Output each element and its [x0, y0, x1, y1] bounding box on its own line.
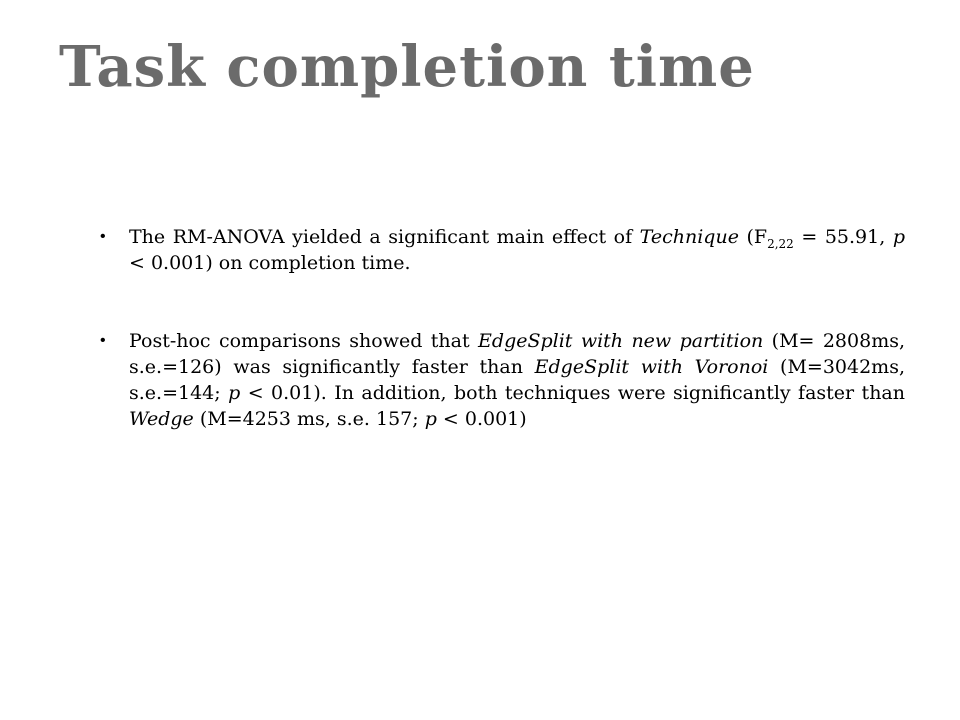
- bullet-text-italic: Wedge: [129, 408, 194, 430]
- bullet-text-italic: EdgeSplit with Voronoi: [534, 356, 769, 378]
- bullet-text-segment: (M=3042ms, s.e.=144;: [129, 356, 905, 404]
- bullet-text-segment: < 0.001): [436, 408, 527, 430]
- bullet-text-segment: The RM-ANOVA yielded a significant main effect of: [129, 226, 640, 248]
- bullet-text-segment: (M=4253 ms, s.e. 157;: [193, 408, 425, 430]
- bullet-anova-result: [100, 224, 905, 276]
- bullet-posthoc-comparisons: [100, 328, 905, 432]
- bullet-text-segment: < 0.001) on completion time.: [129, 252, 411, 274]
- bullet-text-italic: p: [424, 408, 437, 430]
- slide-title: Task completion time: [59, 34, 755, 100]
- bullet-marker: •: [100, 228, 106, 245]
- bullet-text-segment: (F: [738, 226, 768, 248]
- slide-body: [100, 224, 905, 484]
- bullet-text-italic: EdgeSplit with new partition: [478, 330, 764, 352]
- bullet-marker: •: [100, 332, 106, 349]
- bullet-text-segment: = 55.91,: [793, 226, 893, 248]
- bullet-text-segment: Post-hoc comparisons showed that: [129, 330, 479, 352]
- bullet-text-italic: p: [892, 226, 905, 248]
- bullet-text-segment: (M= 2808ms, s.e.=126) was significantly faster than: [129, 330, 906, 378]
- bullet-text-italic: Technique: [639, 226, 739, 248]
- bullet-text-segment: < 0.01). In addition, both techniques were significantly faster than: [240, 382, 905, 404]
- bullet-text-italic: p: [228, 382, 241, 404]
- f-statistic-subscript: 2,22: [767, 236, 794, 251]
